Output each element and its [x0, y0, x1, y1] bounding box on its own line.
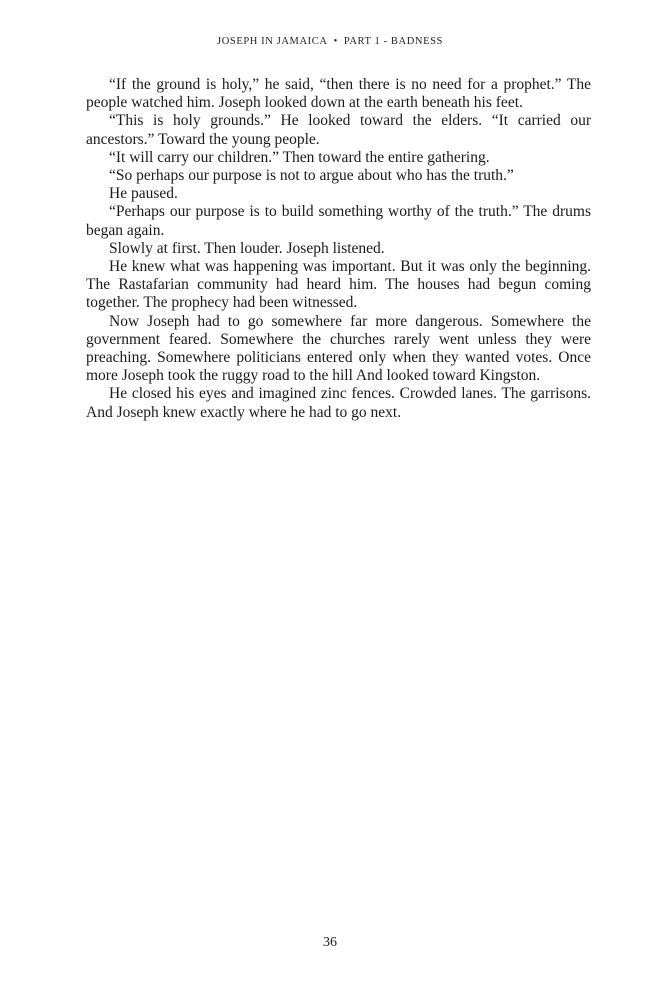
part-title: PART 1 - BADNESS [343, 36, 443, 47]
paragraph: “So perhaps our purpose is not to argue about who has the truth.” [109, 167, 514, 185]
body-text [86, 76, 591, 422]
paragraph: Slowly at first. Then louder. Joseph listened. [109, 239, 385, 257]
paragraph: “If the ground is holy,” he said, “then there is no need for a prophet.” The people watched him. Joseph looked down at the earth beneath his feet. [86, 76, 591, 112]
paragraph: “Perhaps our purpose is to build something worthy of the truth.” The drums began again. [86, 203, 591, 239]
header-separator: • [333, 36, 338, 47]
paragraph: He knew what was happening was important. But it was only the beginning. The Rastafarian community had heard him. The houses had begun coming together. The prophecy had been witnessed. [86, 258, 591, 312]
page-number: 36 [323, 935, 337, 950]
running-header [0, 36, 660, 47]
book-title: JOSEPH IN JAMAICA [217, 36, 328, 47]
paragraph: “It will carry our children.” Then toward the entire gathering. [109, 148, 490, 166]
paragraph: He paused. [109, 185, 178, 203]
paragraph: Now Joseph had to go somewhere far more dangerous. Somewhere the government feared. Somewhere the churches rarely went unless they were preaching. Somewhere politicians entered only when they wanted votes. Once more Joseph took the ruggy road to the hill And looked toward Kingston. [86, 312, 591, 385]
paragraph: “This is holy grounds.” He looked toward the elders. “It carried our ancestors.” Toward the young people. [86, 112, 591, 148]
paragraph: He closed his eyes and imagined zinc fences. Crowded lanes. The garrisons. And Joseph knew exactly where he had to go next. [86, 385, 591, 421]
